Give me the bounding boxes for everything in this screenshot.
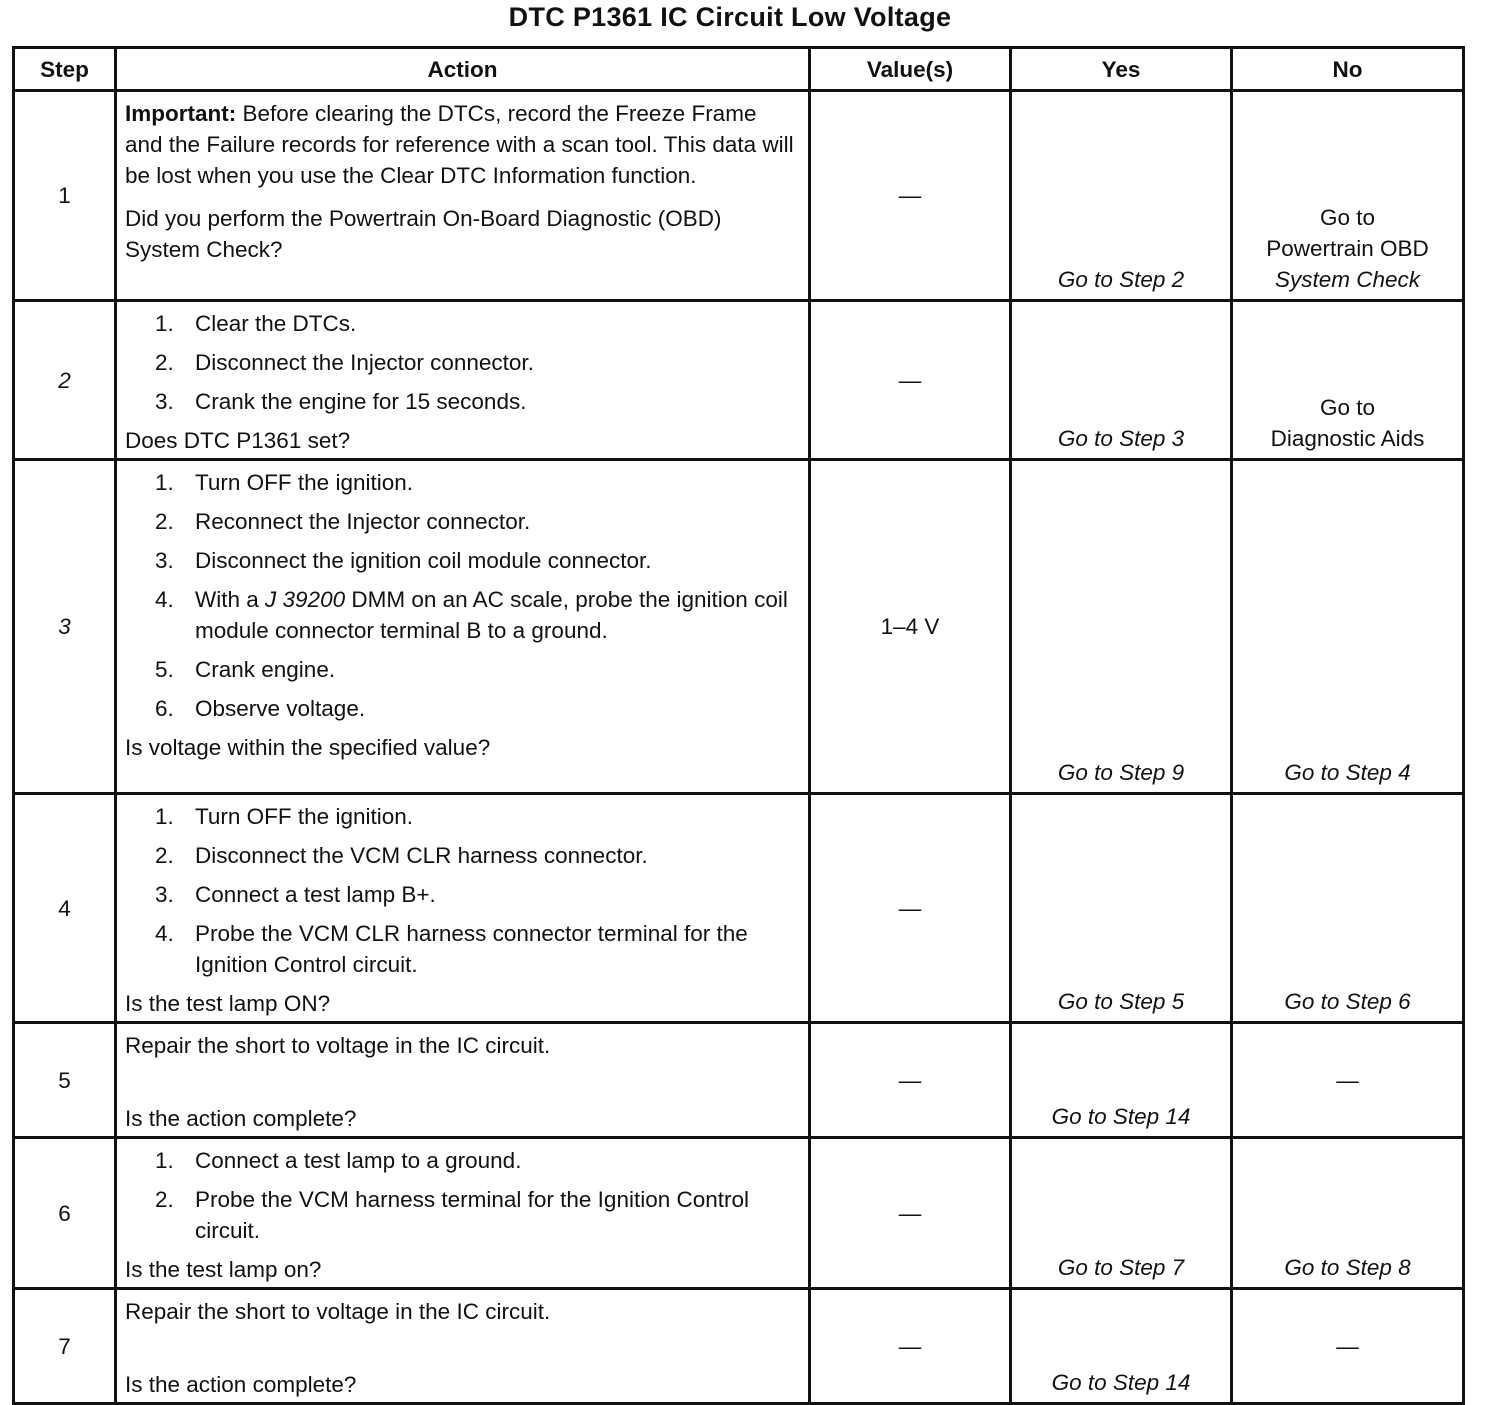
table-header-row [14, 48, 1464, 91]
no-cell: — [1232, 1023, 1464, 1138]
value-cell: — [810, 794, 1011, 1023]
list-item: 1. Turn OFF the ignition. [155, 804, 414, 829]
action-cell [116, 1138, 810, 1289]
yes-link[interactable]: Go to Step 3 [1057, 426, 1185, 451]
step-question: Is the test lamp ON? [125, 991, 331, 1016]
list-item: 2. Reconnect the Injector connector. [155, 509, 531, 534]
important-label: Important: [125, 101, 237, 126]
no-line1: Go to [1319, 205, 1376, 230]
step-question: Is the action complete? [125, 1106, 357, 1131]
header-values: Value(s) [810, 48, 1011, 91]
yes-cell [1011, 301, 1232, 460]
step-number: 1 [14, 91, 116, 301]
header-step: Step [14, 48, 116, 91]
list-item: 1. Clear the DTCs. [155, 311, 357, 336]
header-yes: Yes [1011, 48, 1232, 91]
step-question: Does DTC P1361 set? [125, 428, 351, 453]
no-link[interactable]: Go to Step 6 [1284, 989, 1411, 1014]
page-title: DTC P1361 IC Circuit Low Voltage [508, 2, 952, 32]
header-action: Action [116, 48, 810, 91]
action-cell [116, 301, 810, 460]
no-cell [1232, 91, 1464, 301]
no-line1: Go to [1319, 395, 1376, 420]
yes-link[interactable]: Go to Step 5 [1057, 989, 1185, 1014]
yes-link[interactable]: Go to Step 7 [1057, 1255, 1185, 1280]
action-list [125, 801, 800, 980]
important-text: Before clearing the DTCs, record the Freeze Frame and the Failure records for reference with a scan tool. This data will be lost when you use the Clear DTC Information function. [125, 101, 794, 188]
no-cell [1232, 1138, 1464, 1289]
list-item: 3. Connect a test lamp B+. [155, 882, 436, 907]
value-cell: — [810, 1023, 1011, 1138]
value-cell: — [810, 1289, 1011, 1404]
action-list [125, 1145, 800, 1246]
step-number: 5 [14, 1023, 116, 1138]
no-line2[interactable]: Powertrain OBD [1266, 236, 1429, 261]
yes-link[interactable]: Go to Step 2 [1057, 267, 1185, 292]
table-row [14, 1289, 1464, 1404]
step-number: 2 [14, 301, 116, 460]
value-cell: — [810, 301, 1011, 460]
action-text: Repair the short to voltage in the IC circuit. [125, 1033, 551, 1058]
table-row [14, 1023, 1464, 1138]
table-row [14, 794, 1464, 1023]
table-row [14, 91, 1464, 301]
action-text: Repair the short to voltage in the IC circuit. [125, 1299, 551, 1324]
yes-cell [1011, 460, 1232, 794]
action-list [125, 467, 800, 724]
diagnostic-table [12, 46, 1465, 1405]
no-link[interactable]: Go to Step 4 [1284, 760, 1411, 785]
no-cell [1232, 460, 1464, 794]
list-item: 4. Probe the VCM CLR harness connector terminal for the Ignition Control circuit. [155, 921, 748, 977]
header-no: No [1232, 48, 1464, 91]
step-question: Is the test lamp on? [125, 1257, 322, 1282]
value-cell: 1–4 V [810, 460, 1011, 794]
list-item: 3. Disconnect the ignition coil module connector. [155, 548, 652, 573]
table-row [14, 1138, 1464, 1289]
action-cell [116, 1023, 810, 1138]
list-item: 6. Observe voltage. [155, 696, 366, 721]
yes-link[interactable]: Go to Step 9 [1057, 760, 1185, 785]
yes-link[interactable]: Go to Step 14 [1051, 1104, 1191, 1129]
value-cell: — [810, 1138, 1011, 1289]
list-item: 5. Crank engine. [155, 657, 336, 682]
table-row [14, 460, 1464, 794]
value-cell: — [810, 91, 1011, 301]
step-question: Is the action complete? [125, 1372, 357, 1397]
action-cell [116, 794, 810, 1023]
yes-cell [1011, 1138, 1232, 1289]
step-question: Is voltage within the specified value? [125, 735, 491, 760]
yes-cell [1011, 1289, 1232, 1404]
step-question: Did you perform the Powertrain On-Board Diagnostic (OBD) System Check? [125, 206, 722, 262]
yes-cell [1011, 1023, 1232, 1138]
action-cell [116, 1289, 810, 1404]
no-cell [1232, 301, 1464, 460]
no-cell: — [1232, 1289, 1464, 1404]
action-cell [116, 460, 810, 794]
list-item: 1. Turn OFF the ignition. [155, 470, 414, 495]
yes-cell [1011, 794, 1232, 1023]
action-cell [116, 91, 810, 301]
no-link[interactable]: Go to Step 8 [1284, 1255, 1411, 1280]
step-number: 3 [14, 460, 116, 794]
list-item: 2. Probe the VCM harness terminal for the Ignition Control circuit. [155, 1187, 750, 1243]
tool-reference: J 39200 [265, 587, 346, 612]
step-number: 6 [14, 1138, 116, 1289]
action-list [125, 308, 800, 417]
table-row [14, 301, 1464, 460]
step-number: 4 [14, 794, 116, 1023]
no-line2[interactable]: Diagnostic Aids [1270, 426, 1425, 451]
list-item: 3. Crank the engine for 15 seconds. [155, 389, 527, 414]
list-item: 4. With a J 39200 DMM on an AC scale, probe the ignition coil module connector terminal B to a ground. [155, 587, 788, 643]
list-item: 1. Connect a test lamp to a ground. [155, 1148, 522, 1173]
list-item: 2. Disconnect the Injector connector. [155, 350, 534, 375]
no-line3[interactable]: System Check [1274, 267, 1421, 292]
yes-link[interactable]: Go to Step 14 [1051, 1370, 1191, 1395]
list-item: 2. Disconnect the VCM CLR harness connector. [155, 843, 648, 868]
step-number: 7 [14, 1289, 116, 1404]
yes-cell [1011, 91, 1232, 301]
no-cell [1232, 794, 1464, 1023]
